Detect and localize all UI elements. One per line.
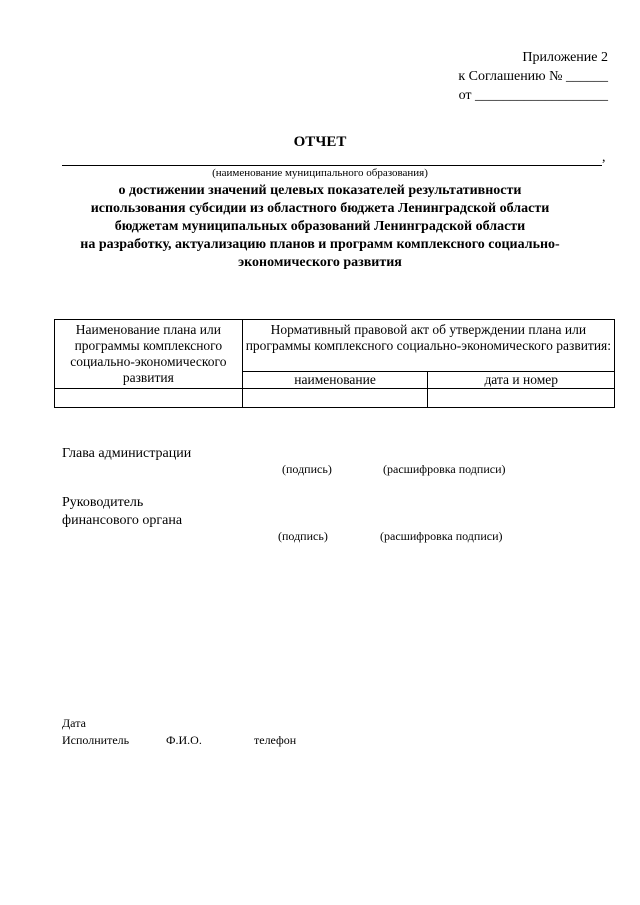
report-heading: [50, 182, 590, 272]
act-date-number-header: дата и номер: [428, 372, 615, 389]
finance-head-label-line-2: финансового органа: [62, 513, 183, 528]
agreement-number: к Соглашению № ______: [458, 69, 608, 84]
municipality-name-line: [62, 155, 602, 166]
municipality-caption: (наименование муниципального образования): [212, 167, 428, 179]
legal-act-header: Нормативный правовой акт об утверждении плана или программы комплексного социально-экономического развития:: [242, 320, 614, 372]
heading-line-2: использования субсидии из областного бюджета Ленинградской области: [90, 201, 550, 216]
appendix-number: Приложение 2: [522, 50, 608, 65]
head-decode-caption: (расшифровка подписи): [383, 462, 506, 476]
fio-label: Ф.И.О.: [166, 733, 202, 747]
act-date-number-cell[interactable]: [428, 389, 615, 408]
heading-line-4: на разработку, актуализацию планов и программ комплексного социально-: [80, 237, 560, 252]
finance-signature-caption: (подпись): [278, 529, 328, 543]
finance-head-label: [62, 494, 182, 530]
table-header-row: [55, 320, 615, 372]
finance-decode-caption: (расшифровка подписи): [380, 529, 503, 543]
act-name-cell[interactable]: [242, 389, 428, 408]
finance-head-label-line-1: Руководитель: [62, 495, 144, 510]
agreement-date: от ___________________: [458, 88, 608, 103]
executor-label: Исполнитель: [62, 733, 130, 747]
act-name-header: наименование: [242, 372, 428, 389]
plan-name-header: Наименование плана или программы комплексного социально-экономического развития: [55, 320, 243, 389]
heading-line-3: бюджетам муниципальных образований Ленинградской области: [114, 219, 526, 234]
report-table: [54, 319, 615, 408]
head-admin-label: Глава администрации: [62, 446, 192, 461]
phone-label: телефон: [254, 733, 297, 747]
trailing-comma: ,: [602, 150, 606, 165]
page-title: ОТЧЕТ: [293, 134, 347, 150]
appendix-block: [408, 48, 608, 105]
table-row: [55, 389, 615, 408]
head-signature-caption: (подпись): [282, 462, 332, 476]
heading-line-1: о достижении значений целевых показателей результативности: [118, 183, 522, 198]
heading-line-5: экономического развития: [238, 255, 402, 270]
date-label: Дата: [62, 716, 86, 730]
plan-name-cell[interactable]: [55, 389, 243, 408]
